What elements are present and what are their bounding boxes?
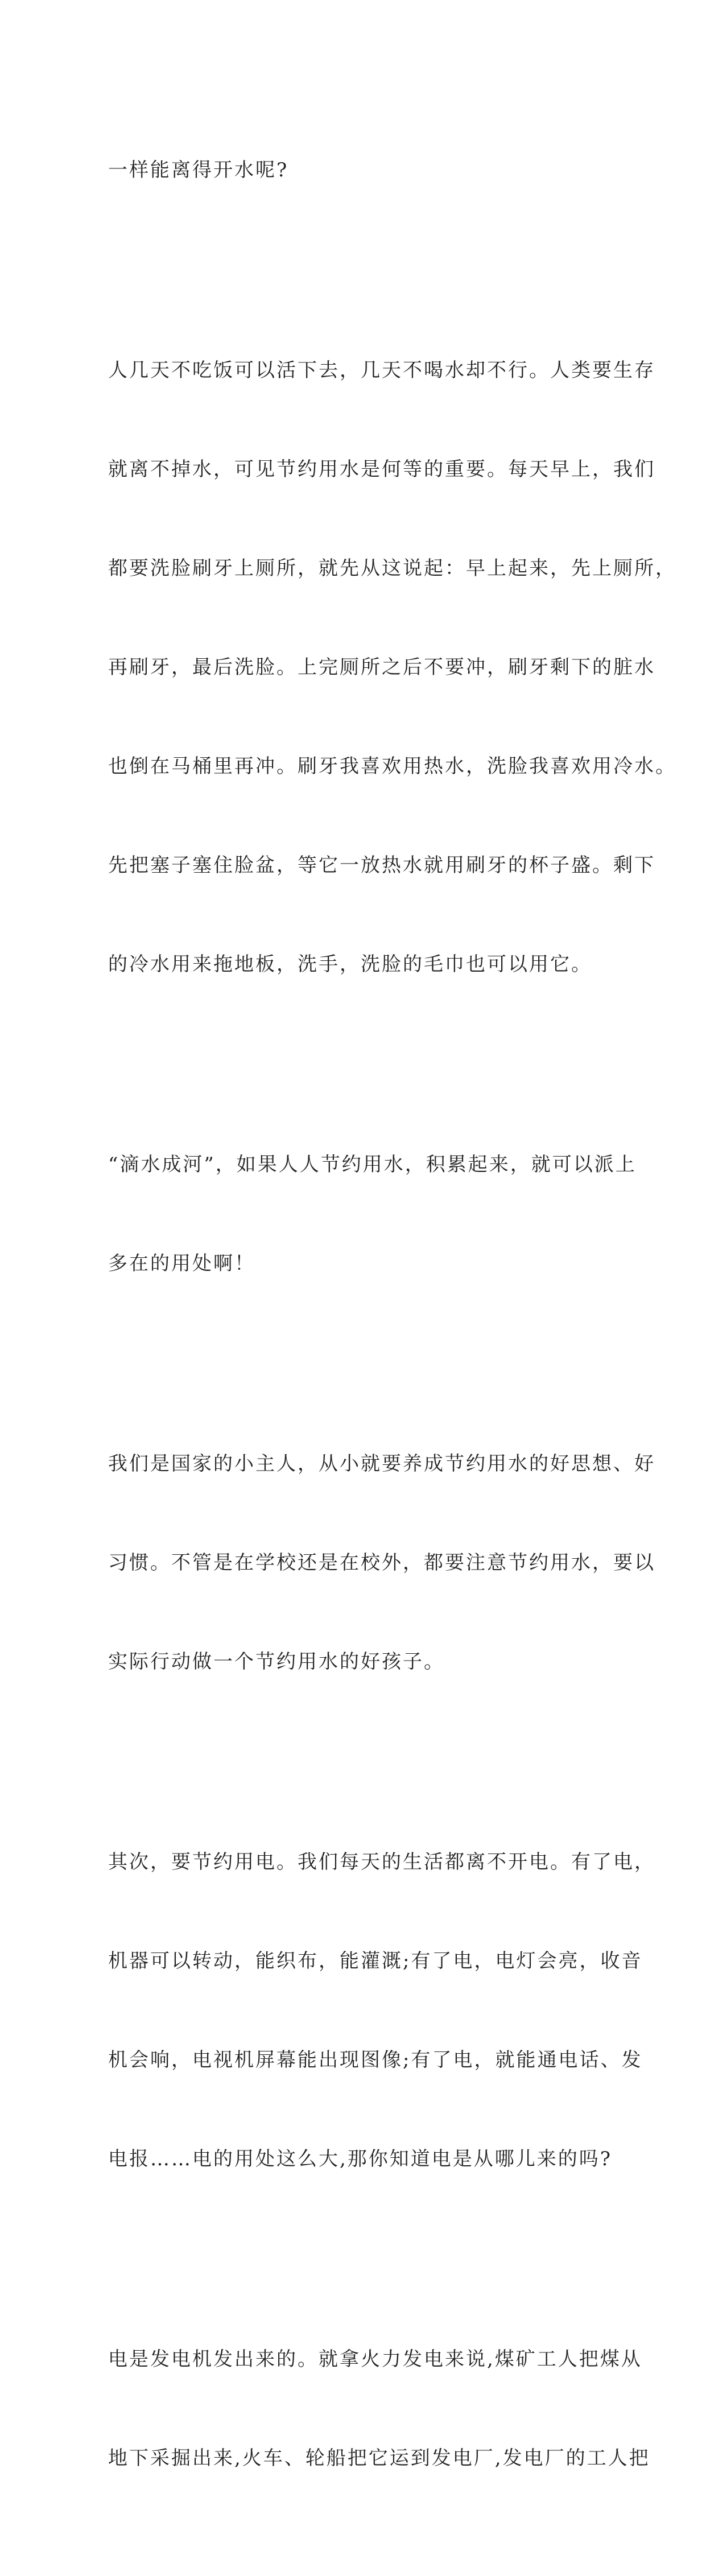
paragraph-line: 其次，要节约用电。我们每天的生活都离不开电。有了电， [108,1851,655,1873]
paragraph-1 [108,88,603,253]
document-body [108,88,676,2576]
paragraph-line: “滴水成河”，如果人人节约用水，积累起来，就可以派上 [108,1153,637,1176]
paragraph-line: 多在的用处啊！ [108,1252,255,1275]
paragraph-line: 电是发电机发出来的。就拿火力发电来说,煤矿工人把煤从 [108,2348,642,2371]
paragraph-4 [108,1381,655,1744]
paragraph-line: 机器可以转动，能织布，能灌溉;有了电，电灯会亮，收音 [108,1950,643,1972]
paragraph-line: 实际行动做一个节约用水的好孩子。 [108,1650,445,1673]
paragraph-line: 地下采掘出来,火车、轮船把它运到发电厂,发电厂的工人把 [108,2447,650,2470]
paragraph-line: 也倒在马桶里再冲。刷牙我喜欢用热水，洗脸我喜欢用冷水。 [108,755,676,778]
paragraph-3 [108,1082,637,1346]
paragraph-line: 一样能离得开水呢? [108,159,289,181]
paragraph-line: 再刷牙，最后洗脸。上完厕所之后不要冲，刷牙剩下的脏水 [108,656,655,679]
paragraph-2 [108,288,676,1047]
paragraph-line: 习惯。不管是在学校还是在校外，都要注意节约用水，要以 [108,1551,655,1574]
paragraph-line: 就离不掉水，可见节约用水是何等的重要。每天早上，我们 [108,458,655,481]
paragraph-5 [108,1780,655,2241]
paragraph-line: 都要洗脸刷牙上厕所，就先从这说起：早上起来，先上厕所， [108,557,676,580]
paragraph-line: 我们是国家的小主人，从小就要养成节约用水的好思想、好 [108,1452,655,1475]
paragraph-line: 的冷水用来拖地板，洗手，洗脸的毛巾也可以用它。 [108,953,592,976]
paragraph-line: 人几天不吃饭可以活下去，几天不喝水却不行。人类要生存 [108,359,655,382]
paragraph-6 [108,2277,650,2541]
paragraph-line: 先把塞子塞住脸盆，等它一放热水就用刷牙的杯子盛。剩下 [108,854,655,877]
paragraph-line: 机会响，电视机屏幕能出现图像;有了电，就能通电话、发 [108,2049,643,2071]
paragraph-line: 电报……电的用处这么大,那你知道电是从哪儿来的吗? [108,2148,613,2170]
